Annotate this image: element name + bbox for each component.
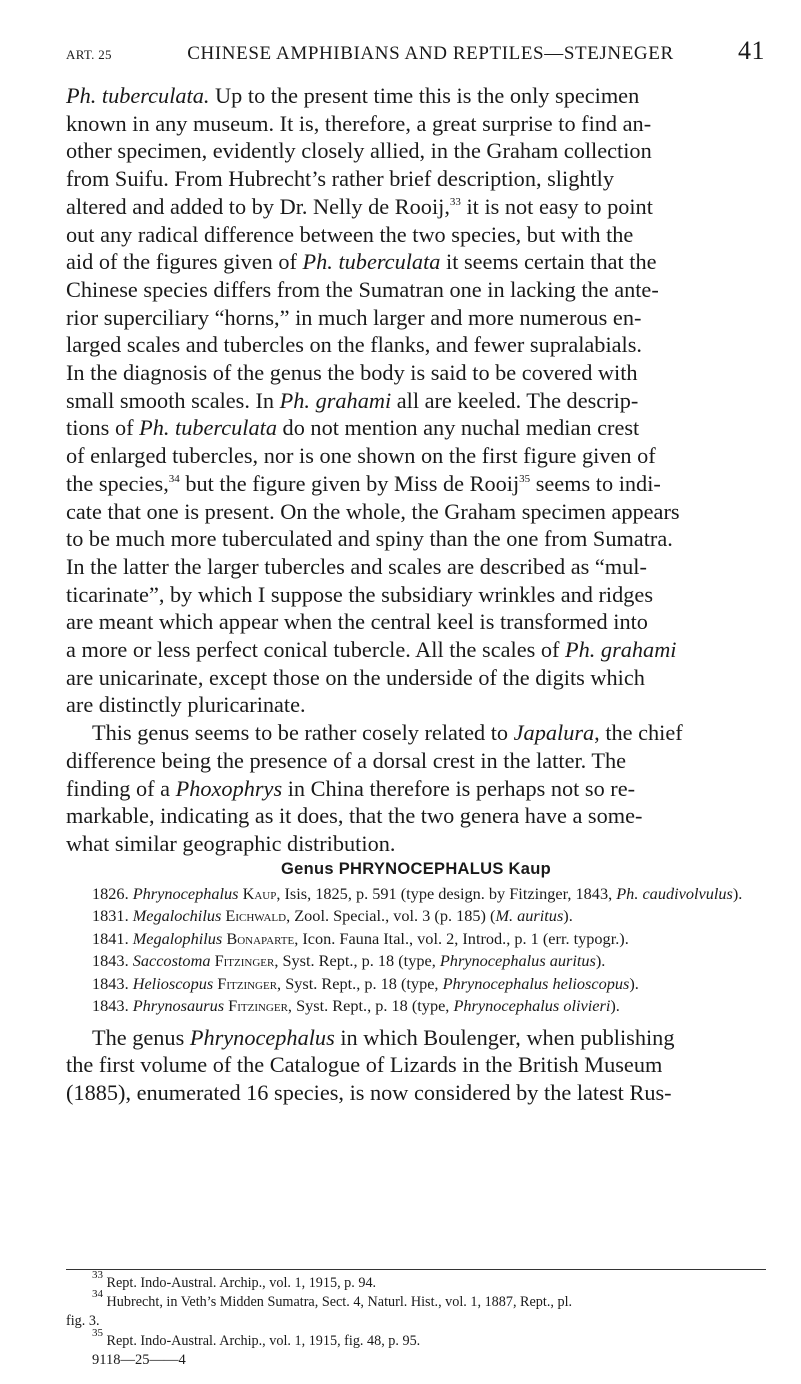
text-line: of enlarged tubercles, nor is one shown on the first figure given of bbox=[66, 443, 656, 469]
paragraph-japalura-relation bbox=[66, 719, 766, 858]
text-line: cate that one is present. On the whole, the Graham specimen appears bbox=[66, 498, 680, 524]
paragraph-phoxophrys-tuberculata bbox=[66, 82, 766, 719]
text-line: what similar geographic distribution. bbox=[66, 830, 396, 856]
text-line: Ph. tuberculata. Up to the present time this is the only specimen bbox=[66, 83, 640, 108]
article-number: ART. 25 bbox=[66, 47, 112, 62]
page-body bbox=[66, 82, 766, 1107]
text-line: the first volume of the Catalogue of Lizards in the British Museum bbox=[66, 1052, 663, 1078]
text-line: a more or less perfect conical tubercle. All the scales of Ph. grahami bbox=[66, 637, 677, 663]
running-header bbox=[66, 36, 765, 76]
text-line: This genus seems to be rather cosely related to Japalura, the chief bbox=[92, 720, 683, 746]
text-line: small smooth scales. In Ph. grahami all are keeled. The descrip- bbox=[66, 387, 639, 413]
footnote: $^{33}$ Rept. Indo-Austral. Archip., vol. 1, 1915, p. 94. bbox=[92, 1269, 377, 1291]
text-line: altered and added to by Dr. Nelly de Rooij,$^{33}$ it is not easy to point bbox=[66, 193, 653, 219]
text-line: difference being the presence of a dorsal crest in the latter. The bbox=[66, 747, 627, 773]
synonymy-entry: 1843. Saccostoma Fitzinger, Syst. Rept., p. 18 (type, Phrynocephalus auritus). bbox=[92, 951, 606, 971]
text-line: The genus Phrynocephalus in which Boulenger, when publishing bbox=[92, 1024, 675, 1050]
text-line: out any radical difference between the two species, but with the bbox=[66, 221, 634, 247]
text-line: other specimen, evidently closely allied, in the Graham collection bbox=[66, 138, 652, 164]
text-line: In the diagnosis of the genus the body is said to be covered with bbox=[66, 360, 638, 386]
text-line: aid of the figures given of Ph. tuberculata it seems certain that the bbox=[66, 249, 657, 275]
text-line: are distinctly pluricarinate. bbox=[66, 692, 306, 718]
text-line: markable, indicating as it does, that the two genera have a some- bbox=[66, 803, 643, 829]
synonymy-entry: 1843. Phrynosaurus Fitzinger, Syst. Rept., p. 18 (type, Phrynocephalus olivieri). bbox=[92, 996, 620, 1016]
text-line: known in any museum. It is, therefore, a great surprise to find an- bbox=[66, 110, 652, 136]
print-code: 9118—25——4 bbox=[92, 1351, 186, 1368]
genus-heading: Genus PHRYNOCEPHALUS Kaup bbox=[280, 859, 551, 878]
synonymy-entry: 1841. Megalophilus Bonaparte, Icon. Fauna Ital., vol. 2, Introd., p. 1 (err. typogr.). bbox=[92, 928, 629, 948]
text-line: rior superciliary “horns,” in much larger and more numerous en- bbox=[66, 304, 642, 330]
text-line: from Suifu. From Hubrecht’s rather brief description, slightly bbox=[66, 166, 615, 192]
synonymy-entry: 1843. Helioscopus Fitzinger, Syst. Rept., p. 18 (type, Phrynocephalus helioscopus). bbox=[92, 973, 639, 993]
running-title: CHINESE AMPHIBIANS AND REPTILES—STEJNEGER bbox=[187, 43, 674, 64]
paragraph-phrynocephalus bbox=[66, 1024, 766, 1107]
footnote: fig. 3. bbox=[66, 1313, 100, 1330]
text-line: the species,$^{34}$ but the figure given by Miss de Rooij$^{35}$ seems to indi- bbox=[66, 470, 661, 496]
page-number: 41 bbox=[738, 36, 765, 65]
synonymy-list bbox=[66, 883, 766, 1018]
footnote-rule bbox=[66, 1269, 766, 1270]
text-line: are meant which appear when the central keel is transformed into bbox=[66, 609, 648, 635]
footnote: $^{35}$ Rept. Indo-Austral. Archip., vol. 1, 1915, fig. 48, p. 95. bbox=[92, 1326, 421, 1349]
synonymy-entry: 1826. Phrynocephalus Kaup, Isis, 1825, p. 591 (type design. by Fitzinger, 1843, Ph. caudivolvulus). bbox=[92, 883, 743, 903]
text-line: finding of a Phoxophrys in China therefore is perhaps not so re- bbox=[66, 775, 636, 801]
text-line: tions of Ph. tuberculata do not mention any nuchal median crest bbox=[66, 415, 640, 441]
text-line: to be much more tuberculated and spiny than the one from Sumatra. bbox=[66, 526, 673, 552]
text-line: Chinese species differs from the Sumatran one in lacking the ante- bbox=[66, 276, 659, 302]
text-line: larged scales and tubercles on the flanks, and fewer supralabials. bbox=[66, 332, 642, 358]
text-line: (1885), enumerated 16 species, is now considered by the latest Rus- bbox=[66, 1080, 672, 1106]
synonymy-entry: 1831. Megalochilus Eichwald, Zool. Special., vol. 3 (p. 185) (M. auritus). bbox=[92, 906, 573, 926]
footnotes bbox=[66, 1269, 766, 1370]
text-line: are unicarinate, except those on the underside of the digits which bbox=[66, 664, 645, 690]
footnote: $^{34}$ Hubrecht, in Veth’s Midden Sumatra, Sect. 4, Naturl. Hist., vol. 1, 1887, Rept., pl. bbox=[92, 1288, 573, 1311]
text-line: In the latter the larger tubercles and scales are described as “mul- bbox=[66, 553, 647, 579]
text-line: ticarinate”, by which I suppose the subsidiary wrinkles and ridges bbox=[66, 581, 654, 607]
